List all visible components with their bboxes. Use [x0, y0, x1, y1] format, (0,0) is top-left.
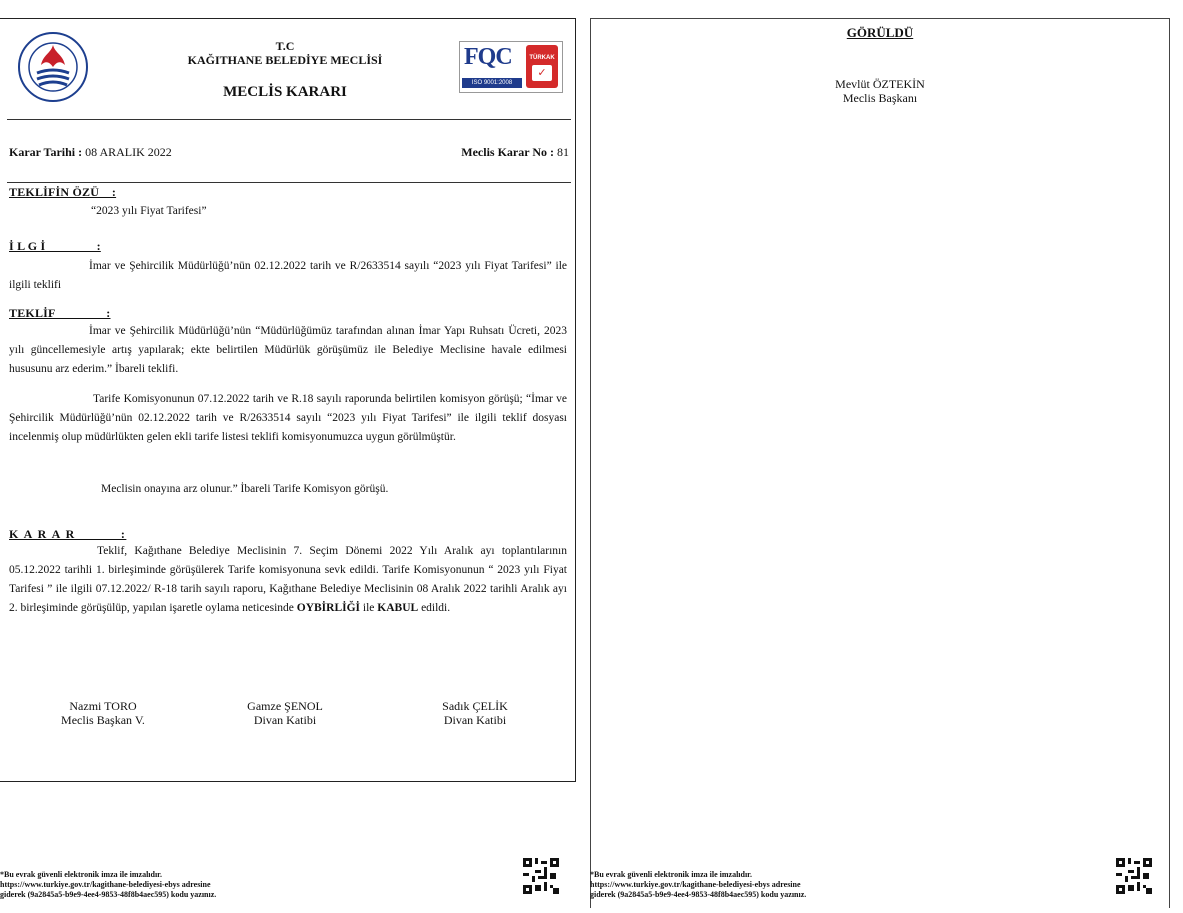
decision-paragraph — [9, 542, 567, 618]
proposal-paragraph — [9, 322, 567, 379]
signatory-name: Nazmi TORO — [69, 699, 137, 713]
signature-block — [195, 699, 375, 727]
turkak-badge — [526, 45, 558, 88]
reference-heading: İ L G İ : — [9, 239, 101, 253]
decision-date — [9, 145, 172, 160]
signatory-name: Gamze ŞENOL — [247, 699, 323, 713]
e-signature-notice — [0, 870, 216, 900]
municipality-title: KAĞITHANE BELEDİYE MECLİSİ — [187, 53, 383, 67]
footer-line: giderek (9a2845a5-b9e9-4ee4-9853-48f8b4aec595) kodu yazınız. — [590, 890, 807, 899]
accepted-label: KABUL — [377, 602, 419, 614]
footer-link[interactable]: https://www.turkiye.gov.tr/kagithane-belediyesi-ebys adresine — [0, 880, 211, 889]
signature-block — [13, 699, 193, 727]
date-value: 08 ARALIK 2022 — [85, 145, 172, 159]
footer-line: *Bu evrak güvenli elektronik imza ile imzalıdır. — [590, 870, 752, 879]
proposal-text: İmar ve Şehircilik Müdürlüğü’nün “Müdürlüğümüz tarafından alınan İmar Yapı Ruhsatı Ücreti, 2023 yılı güncellemesiyle artış yapılarak; ekte belirtilen Müdürlük görüşümüz ile Belediye Meclisine havale edilmesi hususunu arz ederim.” İbareli teklifi. — [9, 325, 567, 375]
iso-label: ISO 9001:2008 — [462, 78, 522, 88]
qr-code-icon — [1116, 858, 1152, 894]
president-title: Meclis Başkanı — [842, 91, 918, 105]
number-value: 81 — [557, 145, 569, 159]
summary-heading: TEKLİFİN ÖZÜ : — [9, 185, 117, 199]
document-title: MECLİS KARARI — [223, 84, 347, 100]
decision-heading: K A R A R : — [9, 527, 127, 541]
signatory-title: Meclis Başkan V. — [61, 713, 145, 727]
decision-page — [0, 18, 576, 782]
turkak-check-icon: ✓ — [532, 65, 552, 81]
footer-line: *Bu evrak güvenli elektronik imza ile imzalıdır. — [0, 870, 162, 879]
header-divider — [7, 119, 571, 120]
commission-text: Tarife Komisyonunun 07.12.2022 tarih ve R.18 sayılı raporunda belirtilen komisyon görüşü; “İmar ve Şehircilik Müdürlüğü’nün 02.12.2022 tarih ve R/2633514 sayılı “2023 yılı Fiyat Tarifesi” ile ilgili teklif dosyası incelenmiş olup müdürlükten gelen ekli tarife listesi teklifi komisyonumuzca uygun görülmüştür. — [9, 393, 567, 443]
approval-paragraph — [9, 480, 567, 499]
seen-page — [590, 18, 1170, 908]
e-signature-notice — [590, 870, 806, 900]
signatory-title: Divan Katibi — [253, 713, 317, 727]
signatory-name: Sadık ÇELİK — [442, 699, 508, 713]
meta-divider — [7, 182, 571, 183]
turkak-label: TÜRKAK — [529, 55, 555, 61]
qr-code-icon — [523, 858, 559, 894]
proposal-heading: TEKLİF : — [9, 306, 111, 320]
decision-text-mid: ile — [360, 602, 378, 614]
decision-number — [461, 145, 569, 160]
footer-line: giderek (9a2845a5-b9e9-4ee4-9853-48f8b4aec595) kodu yazınız. — [0, 890, 217, 899]
decision-text: Teklif, Kağıthane Belediye Meclisinin 7. Seçim Dönemi 2022 Yılı Aralık ayı toplantılarının 05.12.2022 tarihli 1. birleşiminde görüşülerek Tarife komisyonuna sevk edildi. Tarife Komisyonunun “ 2023 yılı Fiyat Tarifesi ” ile ilgili 07.12.2022/ R-18 tarih sayılı raporu, Kağıthane Belediye Meclisinin 08 Aralık 2022 tarihli Aralık ayı 2. birleşiminde görüşülüp, yapılan işaretle oylama neticesinde — [9, 545, 567, 614]
fqc-logo-text: FQC — [464, 44, 512, 70]
tc-label: T.C — [275, 39, 295, 53]
president-signature — [591, 77, 1169, 105]
reference-text: İmar ve Şehircilik Müdürlüğü’nün 02.12.2022 tarih ve R/2633514 sayılı “2023 yılı Fiyat Tarifesi” ile ilgili teklifi — [9, 260, 567, 291]
seen-heading: GÖRÜLDÜ — [846, 25, 914, 40]
date-label: Karar Tarihi : — [9, 145, 83, 159]
number-label: Meclis Karar No : — [461, 145, 554, 159]
commission-paragraph — [9, 390, 567, 447]
approval-text: Meclisin onayına arz olunur.” İbareli Tarife Komisyon görüşü. — [101, 483, 389, 495]
unanimous-label: OYBİRLİĞİ — [296, 602, 361, 614]
signatory-title: Divan Katibi — [443, 713, 507, 727]
reference-paragraph — [9, 257, 567, 295]
president-name: Mevlüt ÖZTEKİN — [835, 77, 925, 91]
decision-text-end: edildi. — [418, 602, 451, 614]
footer-link[interactable]: https://www.turkiye.gov.tr/kagithane-belediyesi-ebys adresine — [590, 880, 801, 889]
summary-text: “2023 yılı Fiyat Tarifesi” — [91, 205, 207, 217]
signature-block — [385, 699, 565, 727]
fqc-certificate-logo — [459, 41, 563, 93]
